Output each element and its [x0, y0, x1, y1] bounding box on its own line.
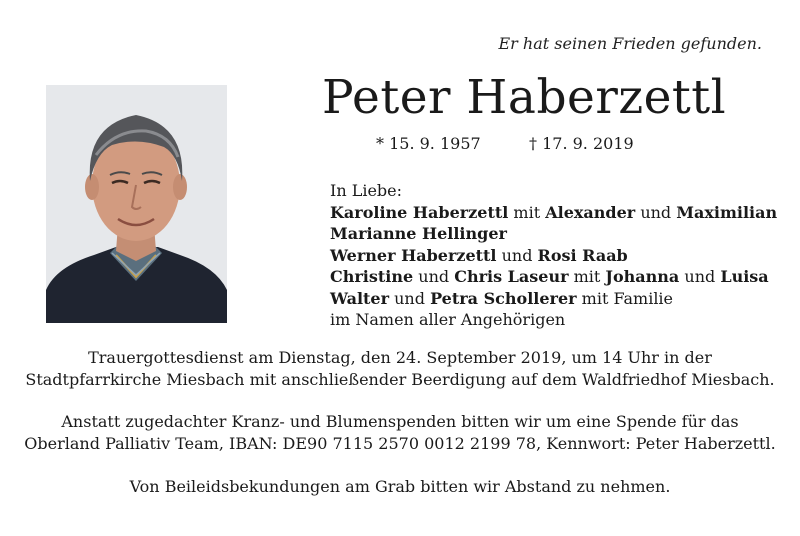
mourner-line: [330, 202, 777, 224]
mourner-connector: und: [679, 267, 721, 286]
mourner-connector: mit Familie: [576, 288, 674, 308]
deceased-name: Peter Haberzettl: [322, 70, 727, 125]
mourner-line: [330, 266, 777, 288]
mourner-connector: und: [496, 245, 538, 265]
mourner-connector: mit: [508, 202, 546, 222]
mourners-intro: In Liebe:: [330, 181, 403, 200]
mourner-name: Marianne Hellinger: [330, 224, 507, 243]
mourner-name: Maximilian: [676, 202, 778, 222]
service-line-1: Trauergottesdienst am Dienstag, den 24. September 2019, um 14 Uhr in der: [88, 348, 712, 367]
portrait-image: [46, 85, 227, 323]
mourner-line: [330, 223, 777, 245]
mourners-list: [330, 180, 777, 331]
mourners-closing: im Namen aller Angehörigen: [330, 310, 566, 329]
mourner-name: Chris Laseur: [454, 267, 569, 286]
condolence-note: Von Beileidsbekundungen am Grab bitten wir Abstand zu nehmen.: [129, 477, 671, 496]
service-line-2: Stadtpfarrkirche Miesbach mit anschließender Beerdigung auf dem Waldfriedhof Miesbach.: [25, 369, 775, 389]
mourner-name: Rosi Raab: [537, 245, 628, 265]
mourner-connector: und: [413, 267, 455, 286]
mourner-connector: und: [389, 288, 431, 308]
mourner-name: Christine: [330, 267, 414, 286]
mourner-name: Werner Haberzettl: [330, 245, 497, 265]
mourner-name: Alexander: [545, 202, 636, 222]
mourner-name: Walter: [330, 288, 390, 308]
mourner-name: Johanna: [605, 267, 680, 286]
birth-date: * 15. 9. 1957: [376, 134, 481, 153]
mourner-line: [330, 288, 777, 310]
mourner-lines: [330, 202, 777, 310]
portrait-photo: [46, 85, 227, 323]
donation-line-1: Anstatt zugedachter Kranz- und Blumenspenden bitten wir um eine Spende für das: [61, 412, 739, 431]
donation-line-2: Oberland Palliativ Team, IBAN: DE90 7115 2570 0012 2199 78, Kennwort: Peter Haberzettl.: [24, 433, 776, 453]
mourner-name: Luisa: [720, 267, 769, 286]
donation-request: [0, 411, 800, 454]
memorial-quote: Er hat seinen Frieden gefunden.: [498, 34, 762, 53]
mourner-line: [330, 245, 777, 267]
death-date: † 17. 9. 2019: [529, 134, 634, 153]
mourner-name: Karoline Haberzettl: [330, 202, 509, 222]
mourner-connector: und: [635, 202, 677, 222]
mourner-name: Petra Schollerer: [430, 288, 577, 308]
mourner-connector: mit: [568, 267, 606, 286]
service-announcement: [0, 347, 800, 390]
